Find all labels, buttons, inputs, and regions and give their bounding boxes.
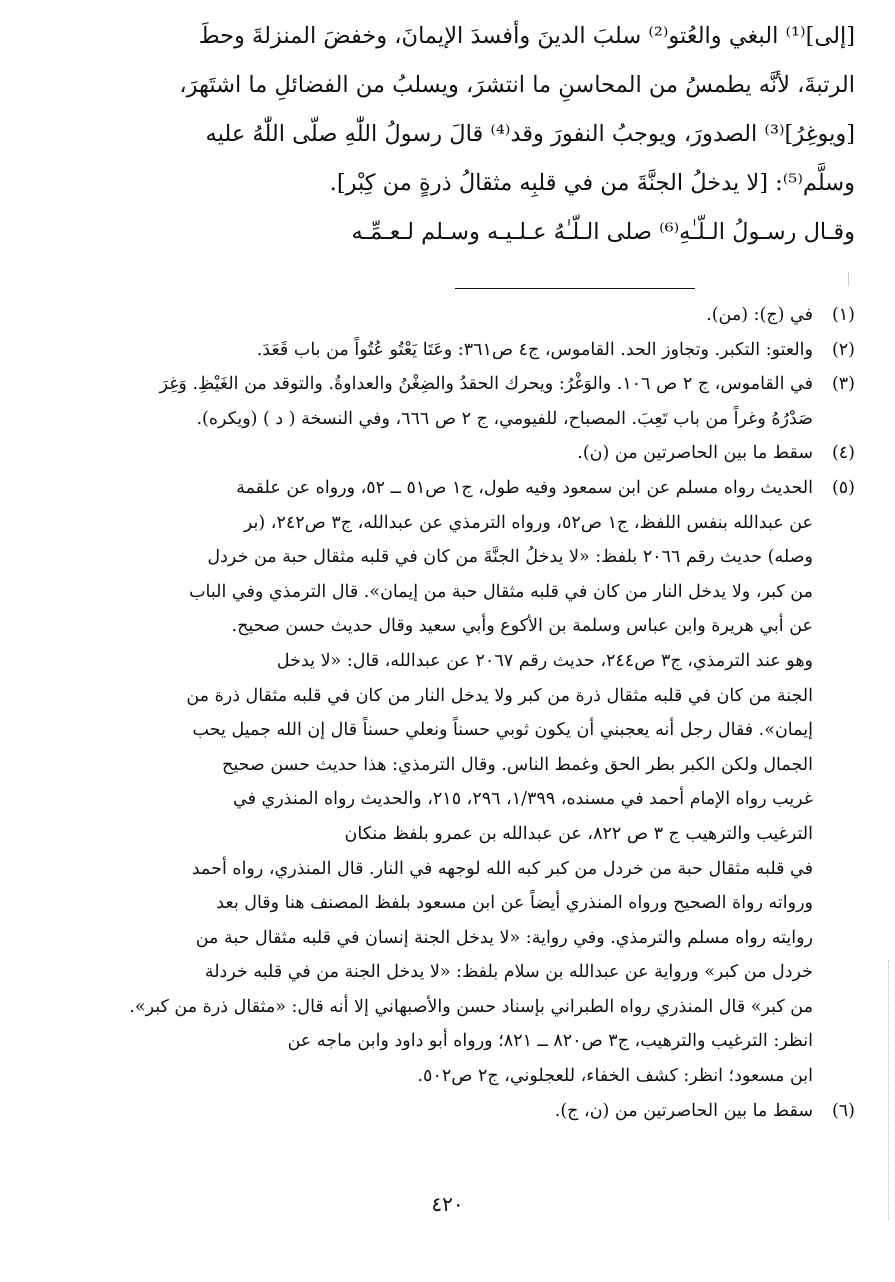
footnote-number: (٦) (831, 1100, 855, 1121)
footnote-separator (455, 288, 695, 289)
footnotes (40, 298, 855, 1128)
footnote (40, 333, 855, 368)
footnote-number: (٥) (831, 477, 855, 498)
main-text-line: الرتبةَ، لأنَّه يطمسُ من المحاسنِ ما انتشرَ، ويسلبُ من الفضائلِ ما اشتَهرَ، (179, 72, 855, 98)
footnote-line: الترغيب والترهيب ج ٣ ص ٨٢٢، عن عبدالله بن عمرو بلفظ منكان (344, 823, 813, 844)
footnote-number: (١) (831, 305, 855, 325)
footnote-line: روايته رواه مسلم والترمذي. وفي رواية: «لا يدخل الجنة إنسان في قلبه مثقال حبة من (195, 927, 813, 948)
scan-mark (848, 272, 849, 286)
footnote-line: ورواته رواة الصحيح ورواه المنذري أيضاً عن ابن مسعود بلفظ المصنف هنا وقال بعد (216, 893, 813, 914)
main-text-line: وسلَّم⁽⁵⁾: [لا يدخلُ الجنَّةَ من في قلبِه مثقالُ ذرةٍ من كِبْر]. (329, 170, 855, 196)
footnote-number: (٢) (831, 339, 855, 360)
footnote-line: في قلبه مثقال حبة من خردل من كبر كبه الله لوجهه في النار. قال المنذري، رواه أحمد (191, 858, 813, 879)
page-number: ٤٢٠ (431, 1192, 464, 1216)
footnote-number: (٣) (831, 374, 855, 395)
main-text (40, 12, 855, 257)
scan-edge-artifact (878, 960, 889, 1220)
footnote-line: سقط ما بين الحاصرتين من (ن). (577, 443, 813, 464)
footnote (40, 436, 855, 471)
footnote-line: والعتو: التكبر. وتجاوز الحد. القاموس، ج٤ ص٣٦١: وعَتَا يَعْتُو عُتُواً من باب قَعَدَ. (256, 339, 813, 360)
footnote (40, 471, 855, 1094)
footnote-line: عن أبي هريرة وابن عباس وسلمة بن الأكوع وأبي سعيد وقال حديث حسن صحيح. (231, 616, 813, 637)
footnote-line: من كبر» قال المنذري رواه الطبراني بإسناد حسن والأصبهاني إلا أنه قال: «مثقال ذرة من كبر». (129, 996, 813, 1017)
footnote-number: (٤) (831, 443, 855, 464)
footnote (40, 367, 855, 436)
footnote-line: من كبر، ولا يدخل النار من كان في قلبه مثقال حبة من إيمان». قال الترمذي وفي الباب (189, 581, 813, 602)
footnote (40, 298, 855, 333)
footnote-line: الجمال ولكن الكبر بطر الحق وغمط الناس. وقال الترمذي: هذا حديث حسن صحيح (222, 754, 813, 775)
footnote (40, 1094, 855, 1129)
footnote-line: سقط ما بين الحاصرتين من (ن، ج). (554, 1100, 813, 1121)
footnote-line: ابن مسعود؛ انظر: كشف الخفاء، للعجلوني، ج٢ ص٥٠٢. (417, 1066, 813, 1087)
footnote-line: خردل من كبر» ورواية عن عبدالله بن سلام بلفظ: «لا يدخل الجنة من في قلبه خردلة (204, 962, 813, 983)
footnote-line: غريب رواه الإمام أحمد في مسنده، ١/٣٩٩، ٢٩٦، ٢١٥، والحديث رواه المنذري في (232, 789, 813, 810)
footnote-line: إيمان». فقال رجل أنه يعجبني أن يكون ثوبي حسناً ونعلي حسناً قال إن الله جميل يحب (192, 720, 813, 741)
footnote-line: وصله) حديث رقم ٢٠٦٦ بلفظ: «لا يدخلُ الجنَّةَ من كان في قلبه مثقال حبة من خردل (207, 547, 813, 568)
footnote-line: الحديث رواه مسلم عن ابن سمعود وفيه طول، ج١ ص٥١ ــ ٥٢، ورواه عن علقمة (236, 477, 813, 498)
footnote-line: وهو عند الترمذي، ج٣ ص٢٤٤، حديث رقم ٢٠٦٧ عن عبدالله، قال: «لا يدخل (276, 650, 813, 671)
footnote-line: صَدْرُهُ وغراً من باب تَعِبَ. المصباح، للفيومي، ج ٢ ص ٦٦٦، وفي النسخة ( د ) (ويكره). (196, 408, 813, 429)
footnote-line: في (ج): (من). (706, 305, 813, 325)
footnote-line: الجنة من كان في قلبه مثقال ذرة من كبر ولا يدخل النار من كان في قلبه مثقال ذرة من (186, 685, 813, 706)
footnote-line: في القاموس، ج ٢ ص ١٠٦. والوَغْرُ: ويحرك الحقدُ والضِغْنُ والعداوةُ. والتوقد من الغَيْظِ. وَغِرَ (159, 374, 813, 395)
main-text-line: [ويوغِرُ]⁽³⁾ الصدورَ، ويوجبُ النفورَ وقد⁽⁴⁾ قالَ رسولُ اللّٰهِ صلّى اللّٰهُ عليه (205, 121, 855, 147)
main-text-line: وقـال رسـولُ الـلّـٰهِ⁽⁶⁾ صلى الـلّـٰهُ عـلـيـه وسـلم لـعـمِّـه (351, 219, 855, 245)
footnote-line: انظر: الترغيب والترهيب، ج٣ ص٨٢٠ ــ ٨٢١؛ ورواه أبو داود وابن ماجه عن (287, 1031, 813, 1052)
footnote-line: عن عبدالله بنفس اللفظ، ج١ ص٥٢، ورواه الترمذي عن عبدالله، ج٣ ص٢٤٢، (بر (243, 512, 813, 533)
main-text-line: [إلى]⁽¹⁾ البغي والعُتو⁽²⁾ سلبَ الدينَ وأفسدَ الإيمانَ، وخفضَ المنزلةَ وحطَ (198, 23, 855, 49)
